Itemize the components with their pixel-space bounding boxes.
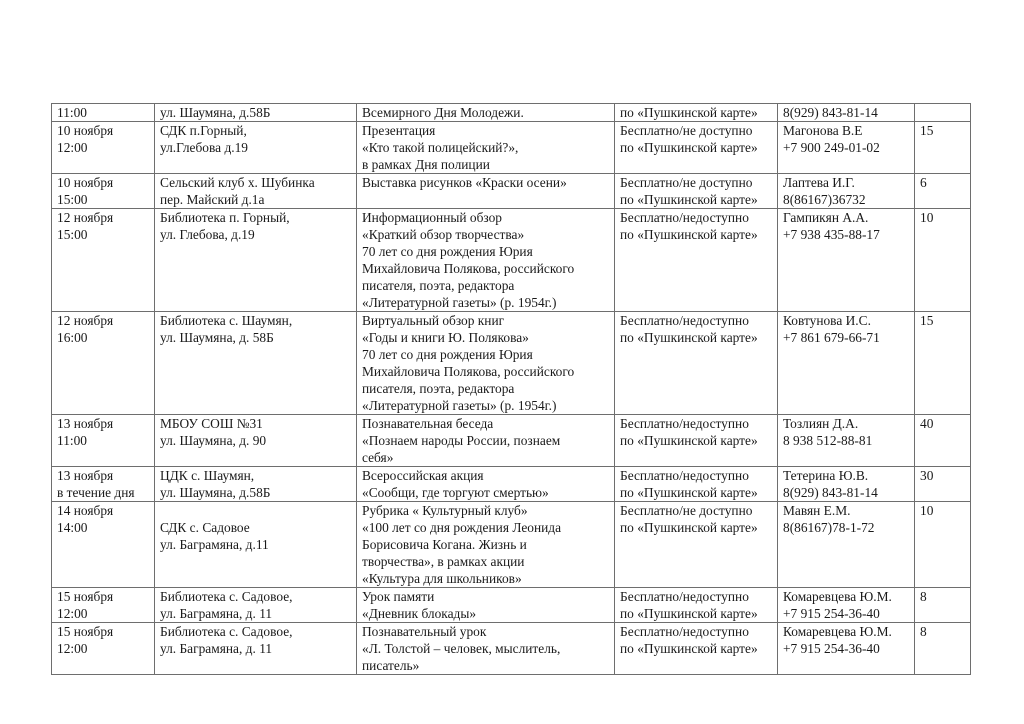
table-row [52, 623, 971, 675]
cell-event: Всемирного Дня Молодежи. [357, 104, 615, 122]
cell-datetime: 14 ноября 14:00 [52, 502, 155, 588]
cell-place: СДК п.Горный, ул.Глебова д.19 [155, 122, 357, 174]
table-row [52, 174, 971, 209]
cell-place-text: СДК с. Садовое ул. Баграмяна, д.11 [160, 520, 269, 552]
cell-count: 10 [915, 502, 971, 588]
cell-place: Сельский клуб х. Шубинка пер. Майский д.1а [155, 174, 357, 209]
cell-price: по «Пушкинской карте» [615, 104, 778, 122]
cell-event: Познавательная беседа «Познаем народы России, познаем себя» [357, 415, 615, 467]
cell-price: Бесплатно/недоступно по «Пушкинской карте» [615, 415, 778, 467]
cell-count: 15 [915, 122, 971, 174]
table-row [52, 502, 971, 588]
cell-contact: Комаревцева Ю.М. +7 915 254-36-40 [778, 623, 915, 675]
cell-datetime: 12 ноября 16:00 [52, 312, 155, 415]
cell-event: Всероссийская акция «Сообщи, где торгуют смертью» [357, 467, 615, 502]
cell-place: МБОУ СОШ №31 ул. Шаумяна, д. 90 [155, 415, 357, 467]
cell-event: Презентация «Кто такой полицейский?», в рамках Дня полиции [357, 122, 615, 174]
cell-price: Бесплатно/недоступно по «Пушкинской карте» [615, 467, 778, 502]
cell-contact: Магонова В.Е +7 900 249-01-02 [778, 122, 915, 174]
cell-contact: Гампикян А.А. +7 938 435-88-17 [778, 209, 915, 312]
table-row [52, 415, 971, 467]
cell-datetime: 12 ноября 15:00 [52, 209, 155, 312]
cell-event: Рубрика « Культурный клуб» «100 лет со дня рождения Леонида Борисовича Когана. Жизнь и творчества», в рамках акции «Культура для школьников» [357, 502, 615, 588]
cell-contact: Тозлиян Д.А. 8 938 512-88-81 [778, 415, 915, 467]
table-row [52, 467, 971, 502]
cell-contact: 8(929) 843-81-14 [778, 104, 915, 122]
cell-price: Бесплатно/недоступно по «Пушкинской карте» [615, 209, 778, 312]
cell-place: Библиотека с. Шаумян, ул. Шаумяна, д. 58Б [155, 312, 357, 415]
cell-datetime: 15 ноября 12:00 [52, 588, 155, 623]
cell-event: Урок памяти «Дневник блокады» [357, 588, 615, 623]
cell-count: 6 [915, 174, 971, 209]
cell-count: 40 [915, 415, 971, 467]
cell-datetime: 11:00 [52, 104, 155, 122]
cell-price: Бесплатно/не доступно по «Пушкинской карте» [615, 502, 778, 588]
cell-event: Виртуальный обзор книг «Годы и книги Ю. Полякова» 70 лет со дня рождения Юрия Михайловича Полякова, российского писателя, поэта, редактора «Литературной газеты» (р. 1954г.) [357, 312, 615, 415]
cell-place [155, 502, 357, 588]
table-row [52, 104, 971, 122]
cell-price: Бесплатно/недоступно по «Пушкинской карте» [615, 312, 778, 415]
cell-place: Библиотека с. Садовое, ул. Баграмяна, д. 11 [155, 588, 357, 623]
cell-contact: Ковтунова И.С. +7 861 679-66-71 [778, 312, 915, 415]
cell-datetime: 13 ноября в течение дня [52, 467, 155, 502]
cell-place: ЦДК с. Шаумян, ул. Шаумяна, д.58Б [155, 467, 357, 502]
table-row [52, 312, 971, 415]
cell-place: Библиотека с. Садовое, ул. Баграмяна, д. 11 [155, 623, 357, 675]
cell-event: Выставка рисунков «Краски осени» [357, 174, 615, 209]
cell-datetime: 10 ноября 12:00 [52, 122, 155, 174]
cell-price: Бесплатно/недоступно по «Пушкинской карте» [615, 623, 778, 675]
cell-place: ул. Шаумяна, д.58Б [155, 104, 357, 122]
cell-count: 15 [915, 312, 971, 415]
cell-contact: Мавян Е.М. 8(86167)78-1-72 [778, 502, 915, 588]
events-table [51, 103, 971, 675]
cell-datetime: 13 ноября 11:00 [52, 415, 155, 467]
cell-count: 10 [915, 209, 971, 312]
cell-count: 8 [915, 623, 971, 675]
cell-count: 30 [915, 467, 971, 502]
cell-count [915, 104, 971, 122]
cell-contact: Комаревцева Ю.М. +7 915 254-36-40 [778, 588, 915, 623]
cell-datetime: 15 ноября 12:00 [52, 623, 155, 675]
cell-contact: Лаптева И.Г. 8(86167)36732 [778, 174, 915, 209]
table-row [52, 588, 971, 623]
cell-datetime: 10 ноября 15:00 [52, 174, 155, 209]
cell-event: Познавательный урок «Л. Толстой – человек, мыслитель, писатель» [357, 623, 615, 675]
cell-count: 8 [915, 588, 971, 623]
cell-place: Библиотека п. Горный, ул. Глебова, д.19 [155, 209, 357, 312]
cell-price: Бесплатно/не доступно по «Пушкинской карте» [615, 174, 778, 209]
table-row [52, 209, 971, 312]
cell-price: Бесплатно/недоступно по «Пушкинской карте» [615, 588, 778, 623]
cell-contact: Тетерина Ю.В. 8(929) 843-81-14 [778, 467, 915, 502]
table-row [52, 122, 971, 174]
cell-event: Информационный обзор «Краткий обзор творчества» 70 лет со дня рождения Юрия Михайловича Полякова, российского писателя, поэта, редактора «Литературной газеты» (р. 1954г.) [357, 209, 615, 312]
cell-price: Бесплатно/не доступно по «Пушкинской карте» [615, 122, 778, 174]
